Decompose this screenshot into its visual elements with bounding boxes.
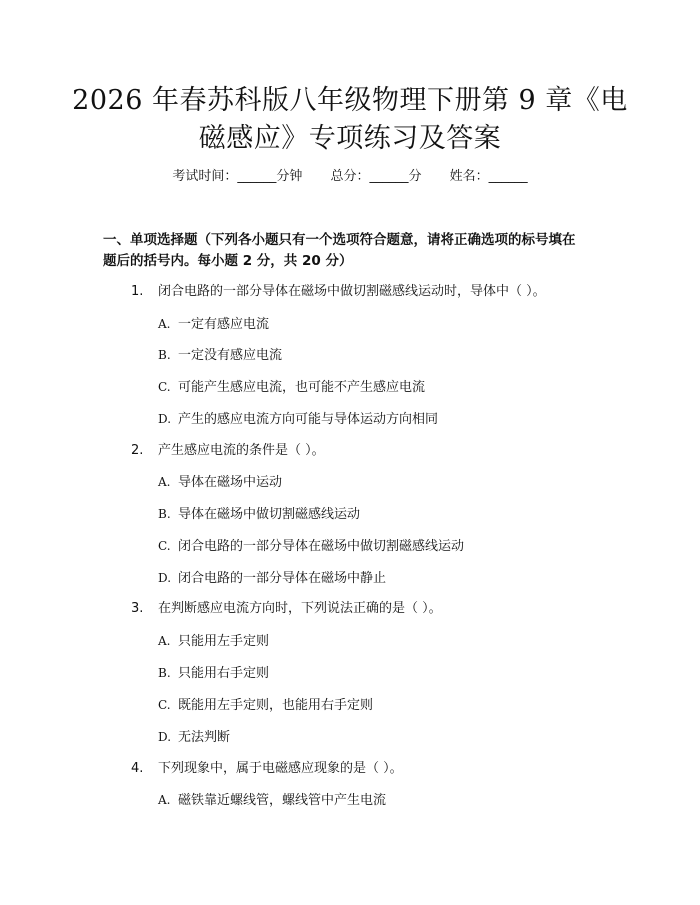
option-text: 闭合电路的一部分导体在磁场中静止 bbox=[178, 571, 387, 586]
student-name: 姓名：______ bbox=[449, 169, 528, 184]
question-2-option-a bbox=[158, 473, 282, 492]
question-1-option-b bbox=[158, 346, 282, 365]
option-text: 无法判断 bbox=[178, 730, 231, 745]
option-letter: A. bbox=[158, 793, 171, 807]
question-3-option-c bbox=[158, 696, 373, 715]
option-letter: C. bbox=[158, 698, 171, 712]
question-1-option-a bbox=[158, 315, 269, 334]
option-letter: C. bbox=[158, 539, 171, 553]
option-text: 只能用右手定则 bbox=[178, 666, 270, 681]
question-2-option-b bbox=[158, 505, 360, 524]
exam-info bbox=[0, 168, 700, 186]
question-2 bbox=[131, 442, 325, 460]
option-text: 只能用左手定则 bbox=[178, 634, 270, 649]
option-letter: D. bbox=[158, 571, 172, 585]
question-3-option-d bbox=[158, 728, 230, 747]
question-1-option-d bbox=[158, 410, 438, 429]
exam-total-score: 总分：______分 bbox=[330, 169, 422, 184]
option-letter: B. bbox=[158, 348, 171, 362]
option-text: 导体在磁场中运动 bbox=[178, 475, 283, 490]
option-text: 一定没有感应电流 bbox=[178, 348, 283, 363]
option-letter: D. bbox=[158, 730, 172, 744]
question-3-option-a bbox=[158, 632, 269, 651]
question-3 bbox=[131, 600, 442, 618]
question-4 bbox=[131, 760, 403, 778]
page-title-line-1: 2026 年春苏科版八年级物理下册第 9 章《电 bbox=[72, 85, 628, 116]
question-text: 下列现象中，属于电磁感应现象的是（ ）。 bbox=[158, 761, 403, 776]
question-1-option-c bbox=[158, 378, 425, 397]
option-letter: A. bbox=[158, 634, 171, 648]
option-text: 产生的感应电流方向可能与导体运动方向相同 bbox=[178, 412, 439, 427]
question-text: 闭合电路的一部分导体在磁场中做切割磁感线运动时，导体中（ ）。 bbox=[158, 284, 546, 299]
option-letter: A. bbox=[158, 317, 171, 331]
question-4-option-a bbox=[158, 791, 386, 810]
section-heading-line-1: 一、单项选择题（下列各小题只有一个选项符合题意，请将正确选项的标号填在 bbox=[103, 232, 576, 248]
option-letter: C. bbox=[158, 380, 171, 394]
option-letter: B. bbox=[158, 507, 171, 521]
question-text: 在判断感应电流方向时，下列说法正确的是（ ）。 bbox=[158, 601, 442, 616]
question-1 bbox=[131, 283, 546, 301]
question-number: 2. bbox=[131, 443, 144, 458]
option-text: 导体在磁场中做切割磁感线运动 bbox=[178, 507, 361, 522]
question-2-option-c bbox=[158, 537, 464, 556]
option-text: 既能用左手定则，也能用右手定则 bbox=[178, 698, 374, 713]
section-heading-line-2: 题后的括号内。每小题 2 分，共 20 分） bbox=[103, 253, 353, 269]
question-number: 3. bbox=[131, 601, 144, 616]
option-letter: A. bbox=[158, 475, 171, 489]
option-letter: D. bbox=[158, 412, 172, 426]
exam-time: 考试时间：______分钟 bbox=[172, 169, 303, 184]
option-text: 可能产生感应电流，也可能不产生感应电流 bbox=[178, 380, 426, 395]
question-number: 4. bbox=[131, 761, 144, 776]
question-number: 1. bbox=[131, 284, 144, 299]
page-title-line-2: 磁感应》专项练习及答案 bbox=[198, 123, 502, 154]
question-text: 产生感应电流的条件是（ ）。 bbox=[158, 443, 325, 458]
question-2-option-d bbox=[158, 569, 386, 588]
option-letter: B. bbox=[158, 666, 171, 680]
option-text: 一定有感应电流 bbox=[178, 317, 270, 332]
question-3-option-b bbox=[158, 664, 269, 683]
option-text: 磁铁靠近螺线管，螺线管中产生电流 bbox=[178, 793, 387, 808]
option-text: 闭合电路的一部分导体在磁场中做切割磁感线运动 bbox=[178, 539, 465, 554]
